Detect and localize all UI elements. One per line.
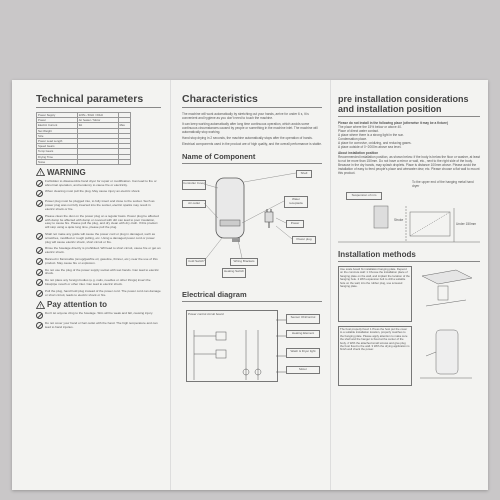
component-label-controller-cover: Controller Cover — [182, 180, 206, 190]
attention-label: Pay attention to — [47, 300, 108, 310]
feature-item: The machine will work automatically by stretching out your hands, arrive for under 6 s, it is convenient and hygiene as you don't need to touch the machine. — [182, 112, 309, 120]
installation-methods-title: Installation methods — [338, 250, 416, 259]
fig-label-stroke: Stroke — [394, 218, 404, 222]
warning-header — [36, 168, 161, 177]
list-item-text: Forbidden to disassemble hand dryer for repair or modification. Can lead to fire or abnormal operation, and tendency to cause fire or electricity. — [45, 178, 157, 187]
prohibited-icon — [36, 180, 43, 187]
parameter-cell: Air heater / Motor — [77, 118, 118, 123]
warning-triangle-icon — [36, 168, 45, 176]
title-rule — [182, 163, 322, 164]
title-rule — [338, 116, 480, 117]
step-1-drawing — [416, 266, 476, 322]
warning-list — [36, 180, 161, 298]
list-item-text: Do not place any foreign bodies (e.g. nails, needles or other things) insert the blowpipe mouth or other inlet. Can lead to electric shock. — [45, 278, 151, 287]
parameter-cell: Max — [118, 123, 130, 128]
list-item — [36, 312, 161, 319]
parameter-cell: Electric Current — [37, 123, 78, 128]
installation-step-2 — [338, 326, 480, 386]
note-item: A place outside of 0~2000m above sea level. — [338, 145, 402, 149]
title-rule — [182, 107, 322, 108]
parameter-cell: Net Weight — [37, 128, 78, 133]
list-item — [36, 180, 161, 188]
title-rule — [338, 261, 480, 262]
position-text: Recommended installation position, as shown below: if the body is below the floor or washer, at least to not be more than 150mm. Do not have a mirror or wall, etc., next to the right side of the body. Because in the dry hands, may splash droplets. Place is distance 100mm above. Please avoid the installation of easy to feed people's place and wirewater dew, etc. Please choose a flat wall to mount this product. — [338, 155, 480, 175]
fold-line-left — [170, 80, 171, 490]
list-item — [36, 215, 161, 230]
prohibited-icon — [36, 200, 43, 207]
component-diagram — [182, 168, 322, 276]
list-item-text: Don't let anyone cling to the fuselage. Slim will be weak and fall, causing injury. — [45, 311, 154, 316]
circuit-board-label: Power control circuit board — [188, 312, 224, 316]
list-item — [36, 279, 161, 287]
electrical-title: Electrical diagram — [182, 290, 247, 299]
column-characteristics — [182, 94, 322, 396]
parameter-cell: Speed Gears — [37, 144, 78, 149]
prohibited-icon — [36, 322, 43, 329]
prohibited-icon — [36, 312, 43, 319]
list-item — [36, 190, 161, 197]
fig-label-under-150mm: Under 150mm — [456, 222, 477, 226]
parameter-cell: Temp Gears — [37, 149, 78, 154]
feature-item: It can keep working automatically after long time continuous operation, which avoids some continuous circumstances caused by people or something in the machine inlet. The machine will automatically stop working. — [182, 122, 318, 134]
position-header: About installation position — [338, 151, 379, 155]
svg-text:!: ! — [39, 303, 42, 309]
installation-position-drawing — [338, 178, 480, 248]
component-label-shell: Shell — [296, 170, 312, 178]
list-item-text: Power plug must be plugged into, to fully insert and close to the socket. Such as power plug was not fully inserted into the socket, electric sparks may result in electric shock or fire. — [45, 199, 155, 212]
component-title: Name of Component — [182, 152, 256, 161]
fig-label-upper-end: To the upper end of the hanging metal hand dryer — [412, 180, 474, 188]
component-label-wiring-brackets: Wiring Brackets — [230, 258, 258, 266]
step-2-text: The host properly fixed: 1 Press the host put the cover to a suitable installation location, properly matches to the hanging plate. Please apply attention to make sure the shell and the hanger is fixed at the center of the body. 2 With the attached small screws and give plug the host fixed to the wall. 3 With the drying application is finish well check the power. — [338, 326, 412, 386]
column-installation — [338, 94, 480, 386]
installation-position-figure — [338, 178, 480, 248]
note-item: A place where there is a strong light in the sun. — [338, 133, 405, 137]
parameter-cell — [118, 159, 130, 164]
list-item-text: Rinse the fuselage directly is prohibited. Will lead to short circuit, cause fire or get an electric shock. — [45, 246, 161, 255]
svg-text:!: ! — [39, 171, 42, 177]
list-item-text: When cleaning must pull the plug. May cause injury an electric shock. — [45, 189, 141, 194]
parameter-cell: Noise — [37, 159, 78, 164]
technical-parameters-title: Technical parameters — [36, 93, 144, 105]
list-item — [36, 200, 161, 211]
parameter-cell: Power — [37, 118, 78, 123]
note-item: The place where the 15% below or above 40. — [338, 125, 402, 129]
list-item-text: Please clean the dust on the power plug on a regular basis. Power plug be affected with damp be affected with damp or covered with dirt can lead to poor insulation, easy to cause fire. Please pull the plug, and dry clean with dry cloth. If this product will stop using a quite long time, please pull the plug. — [45, 213, 159, 230]
attention-triangle-icon — [36, 301, 45, 309]
component-label-cold-switch: Cold Switch — [186, 258, 206, 266]
prohibited-icon — [36, 233, 43, 240]
component-label-power-plug: Power plug — [292, 236, 316, 244]
note-header: Please do not install in the following place (otherwise it may be a fixture) — [338, 121, 448, 125]
step-2-drawing — [416, 326, 476, 386]
characteristics-title: Characteristics — [182, 93, 258, 105]
fold-line-right — [330, 80, 331, 490]
list-item — [36, 233, 161, 244]
prohibited-icon — [36, 269, 43, 276]
attention-list — [36, 312, 161, 330]
warning-label: WARNING — [47, 167, 86, 177]
list-item-text: Shall not make any guide will cause the power cord or plug in damaged, such as scratches, modified or rough pulling, etc. Using a damaged power cord or power plug will cause electric shock, short circuit or fire. — [45, 232, 156, 244]
installation-step-1 — [338, 266, 480, 322]
list-item — [36, 290, 161, 298]
note-item: Condensation place. — [338, 137, 368, 141]
attention-header — [36, 300, 161, 309]
parameter-cell: Size — [37, 133, 78, 138]
column-technical — [36, 94, 161, 333]
parameter-cell: Power Supply — [37, 113, 78, 118]
prohibited-icon — [36, 290, 43, 297]
features-list — [182, 112, 322, 146]
parameter-cell: 220V~ 50Hz / 60Hz — [77, 113, 118, 118]
list-item-text: Banned in flammable (smog/gas/fire oil, gasoline, thinner, etc.) near the use of this product. May cause fire or explosion. — [45, 257, 158, 265]
instruction-sheet — [12, 80, 488, 490]
parameters-table — [36, 112, 131, 165]
title-rule — [182, 301, 322, 302]
installation-considerations-title: pre installation considerations and installation position — [338, 94, 469, 114]
electrical-label-heating: Heating Element — [286, 330, 320, 338]
component-label-heating-switch: Heating Switch — [222, 268, 246, 278]
component-label-water-receptacle: Water receptacle — [284, 196, 308, 208]
electrical-label-light: Wash & Dryer light — [286, 348, 320, 358]
electrical-label-sensor: Sensor ON/control — [286, 314, 320, 324]
parameter-cell: 9A — [77, 123, 118, 128]
list-item — [36, 269, 161, 277]
list-item-text: Do not cover your hand or hair outlet with the hand. The high temperature and can lead to hand injuries. — [45, 321, 158, 330]
feature-item: Electrical components used in the product are of high quality, and the overall performance is stable. — [182, 142, 322, 146]
prohibited-icon — [36, 215, 43, 222]
parameter-cell: Drying Time — [37, 154, 78, 159]
electrical-diagram — [182, 306, 322, 396]
prohibited-icon — [36, 190, 43, 197]
prohibited-icon — [36, 279, 43, 286]
parameter-cell — [77, 159, 118, 164]
title-rule — [36, 107, 161, 108]
notes-list — [338, 125, 480, 149]
prohibited-icon — [36, 258, 43, 265]
note-item: A place for corrosive, oxidizing, and reducing gases. — [338, 141, 412, 145]
component-label-air-outlet: Air outlet — [182, 200, 206, 208]
electrical-label-motor: Motor — [286, 366, 320, 374]
list-item-text: Do not use the plug of the power supply socket with wet hands. Can lead to electric shock. — [45, 267, 159, 276]
parameter-cell: Power Lead Length — [37, 138, 78, 143]
list-item — [36, 322, 161, 330]
list-item — [36, 247, 161, 255]
note-item: Place of direct water contact. — [338, 129, 379, 133]
parameter-row — [37, 159, 131, 164]
component-label-power: Power — [286, 220, 304, 228]
step-1-text: Use scale board fix installation hanging plate. Depend on the concrete wall: 1 Choose the installation place of hanging plate on the wall, and implant the location of the hanging hole. 2 With expansion bolt to drill a suitable hole on the wall, into the rubber plug, use screwed hanging plate. — [338, 266, 412, 322]
component-leader-lines — [182, 168, 322, 276]
feature-item: Hand stop drying in 2 seconds, the machine automatically stops after the operation of hands. — [182, 136, 313, 140]
list-item-text: Pull the plug, hand hold plug instead of the power cord. The power cord can damage or short circuit, leads to electric shock or fire. — [45, 288, 161, 297]
prohibited-icon — [36, 247, 43, 254]
fig-label-suspension: Suspension of mm — [346, 192, 382, 200]
list-item — [36, 258, 161, 266]
